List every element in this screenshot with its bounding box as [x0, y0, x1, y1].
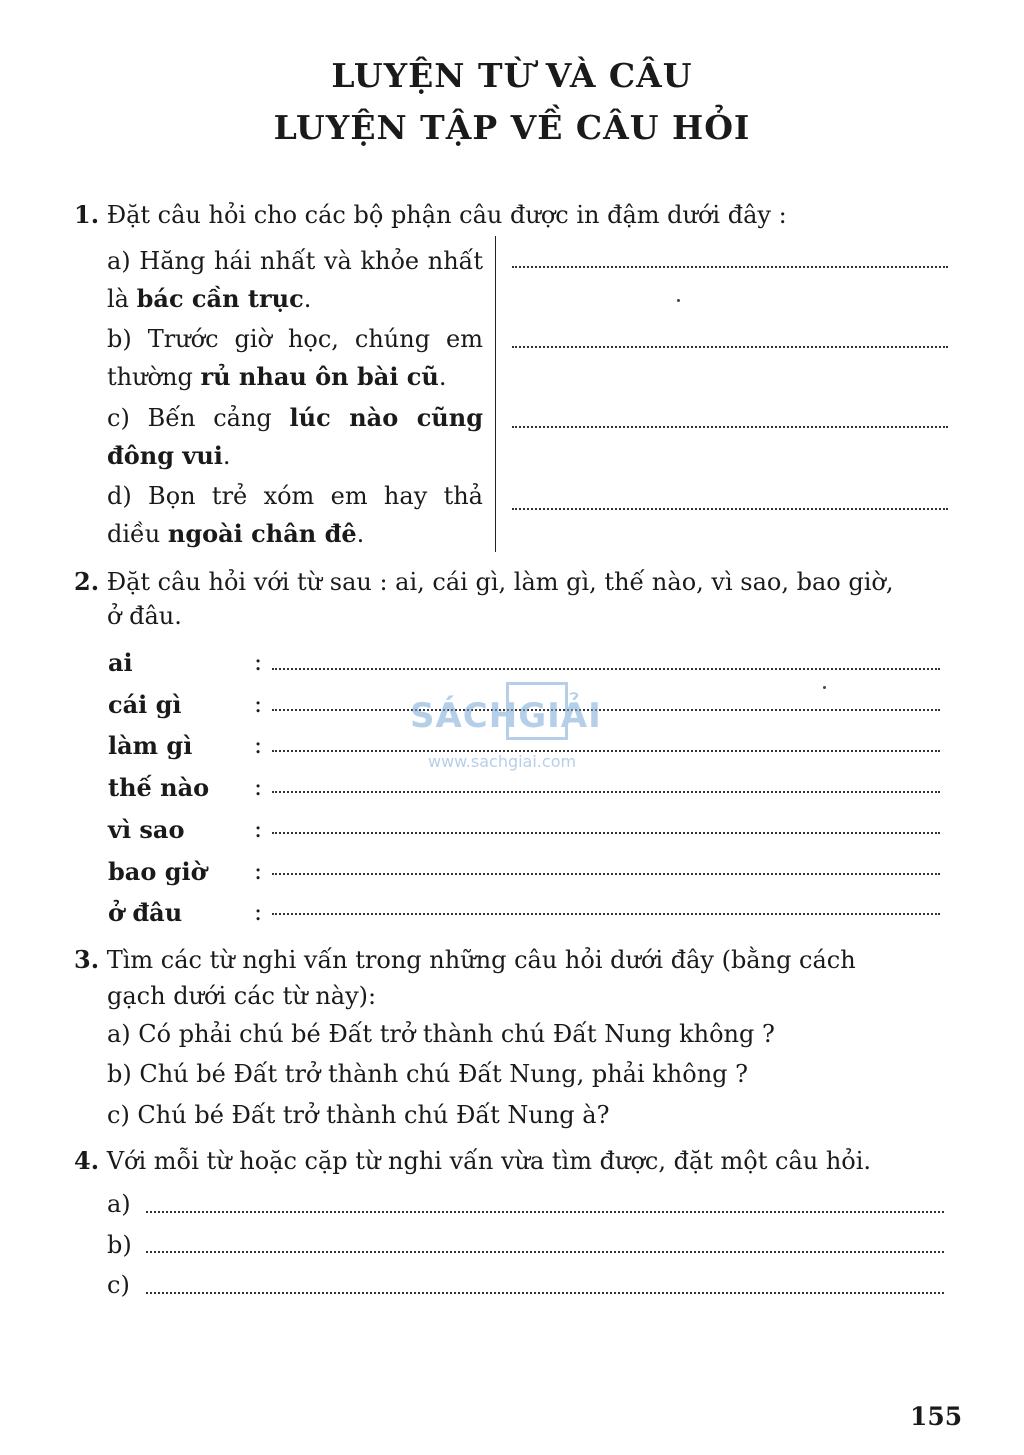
answer-line-o-dau[interactable]	[272, 913, 940, 915]
item-a-text: a) Hăng hái nhất và khỏe nhất là	[107, 247, 483, 313]
exercise-3-prompt: Tìm các từ nghi vấn trong những câu hỏi dưới đây (bằng cách	[106, 946, 856, 974]
exercise-1-item-b	[107, 320, 483, 396]
column-divider	[495, 236, 496, 552]
exercise-3-item-c: c) Chú bé Đất trở thành chú Đất Nung à?	[107, 1101, 610, 1129]
item-b-period: .	[438, 363, 447, 391]
colon: :	[254, 731, 263, 759]
print-speck	[823, 686, 826, 689]
item-a-bold: bác cần trục	[136, 284, 304, 313]
keyword-vi-sao: vì sao	[108, 815, 185, 844]
keyword-cai-gi: cái gì	[108, 690, 182, 719]
exercise-2-prompt-cont: ở đâu.	[107, 602, 182, 630]
colon: :	[254, 773, 263, 801]
colon: :	[254, 815, 263, 843]
item-a-period: .	[303, 285, 312, 313]
exercise-3-prompt-cont: gạch dưới các từ này):	[107, 982, 377, 1010]
answer-line-4c[interactable]	[146, 1292, 944, 1294]
item-b-bold: rủ nhau ôn bài cũ	[200, 362, 439, 391]
exercise-4-label-b: b)	[107, 1231, 132, 1259]
page-title: LUYỆN TỪ VÀ CÂU	[331, 56, 693, 95]
answer-line-1a[interactable]	[512, 266, 948, 268]
item-d-text: d) Bọn trẻ xóm em hay thả diều	[107, 482, 483, 548]
exercise-3-number: 3.	[74, 945, 100, 974]
keyword-o-dau: ở đâu	[108, 898, 183, 927]
page-subtitle: LUYỆN TẬP VỀ CÂU HỎI	[273, 108, 751, 147]
colon: :	[254, 898, 263, 926]
exercise-1-heading	[74, 200, 787, 229]
print-speck	[677, 299, 680, 302]
answer-line-bao-gio[interactable]	[272, 873, 940, 875]
keyword-bao-gio: bao giờ	[108, 857, 207, 886]
answer-line-vi-sao[interactable]	[272, 832, 940, 834]
watermark-url: www.sachgiai.com	[428, 752, 577, 771]
answer-line-1c[interactable]	[512, 426, 948, 428]
watermark	[410, 682, 620, 772]
exercise-3-heading	[74, 945, 856, 974]
answer-line-1b[interactable]	[512, 346, 948, 348]
item-b-text: b) Trước giờ học, chúng em thường	[107, 325, 483, 391]
exercise-4-prompt: Với mỗi từ hoặc cặp từ nghi vấn vừa tìm được, đặt một câu hỏi.	[106, 1147, 872, 1175]
answer-line-1d[interactable]	[512, 508, 948, 510]
item-c-text: c) Bến cảng	[107, 404, 290, 432]
answer-line-the-nao[interactable]	[272, 791, 940, 793]
answer-line-ai[interactable]	[272, 668, 940, 670]
page-number: 155	[910, 1402, 963, 1431]
exercise-1-item-a	[107, 242, 483, 318]
exercise-2-heading	[74, 567, 893, 596]
answer-line-4b[interactable]	[146, 1251, 944, 1253]
exercise-2-prompt: Đặt câu hỏi với từ sau : ai, cái gì, làm gì, thế nào, vì sao, bao giờ,	[106, 568, 894, 596]
keyword-lam-gi: làm gì	[108, 731, 193, 760]
exercise-4-heading	[74, 1146, 871, 1175]
exercise-4-number: 4.	[74, 1146, 100, 1175]
exercise-3-item-b: b) Chú bé Đất trở thành chú Đất Nung, phải không ?	[107, 1060, 749, 1088]
item-d-bold: ngoài chân đê	[167, 519, 357, 548]
exercise-4-label-a: a)	[107, 1190, 131, 1218]
exercise-4-label-c: c)	[107, 1271, 130, 1299]
item-c-bold: lúc nào cũng đông vui	[107, 403, 483, 470]
item-c-period: .	[222, 442, 231, 470]
colon: :	[254, 648, 263, 676]
exercise-1-item-d	[107, 477, 483, 553]
exercise-1-item-c	[107, 399, 483, 475]
exercise-1-prompt: Đặt câu hỏi cho các bộ phận câu được in đậm dưới đây :	[106, 201, 787, 229]
keyword-ai: ai	[108, 648, 133, 677]
exercise-1-number: 1.	[74, 200, 100, 229]
answer-line-4a[interactable]	[146, 1211, 944, 1213]
colon: :	[254, 857, 263, 885]
colon: :	[254, 690, 263, 718]
watermark-brand: SÁCHGIẢI	[410, 696, 602, 736]
exercise-3-item-a: a) Có phải chú bé Đất trở thành chú Đất Nung không ?	[107, 1020, 775, 1048]
item-d-period: .	[356, 520, 365, 548]
exercise-2-number: 2.	[74, 567, 100, 596]
keyword-the-nao: thế nào	[108, 773, 210, 802]
